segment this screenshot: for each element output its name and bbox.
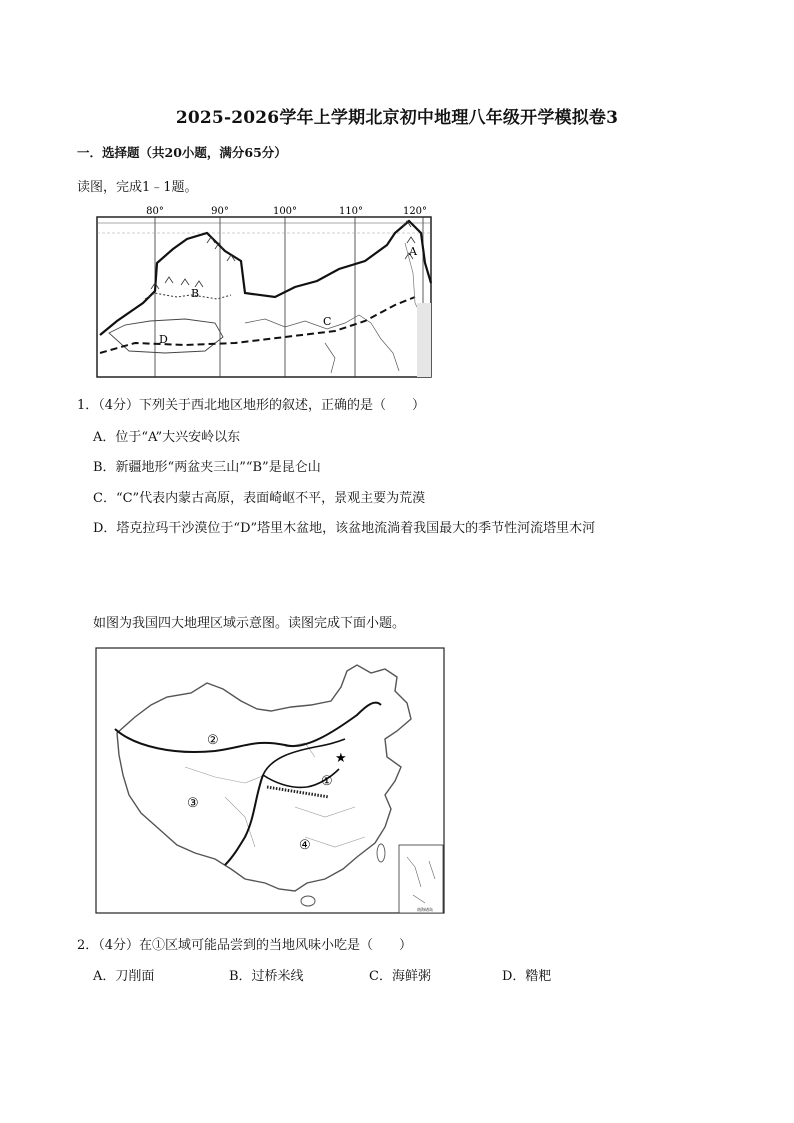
regions-map-figure — [95, 647, 445, 915]
region-label-d: D — [159, 333, 168, 346]
regions-map — [95, 647, 445, 919]
question-2-option-a[interactable]: A．刀削面 — [93, 969, 155, 984]
region-label-1: ① — [321, 774, 333, 789]
question-1-stem: 1．（4分）下列关于西北地区地形的叙述，正确的是（ ） — [77, 398, 426, 413]
document-title: 2025-2026学年上学期北京初中地理八年级开学模拟卷3 — [175, 108, 619, 128]
question-1-option-b[interactable]: B．新疆地形“两盆夹三山”“B”是昆仑山 — [93, 460, 321, 475]
question-2-option-b[interactable]: B．过桥米线 — [229, 969, 304, 984]
capital-star: ★ — [335, 751, 347, 766]
section-heading: 一．选择题（共20小题，满分65分） — [77, 145, 287, 160]
region-label-a: A — [409, 245, 417, 258]
lon-label-100: 100° — [272, 206, 298, 217]
region-label-2: ② — [207, 733, 219, 748]
map2-intro: 如图为我国四大地理区域示意图。读图完成下面小题。 — [93, 616, 406, 631]
lon-label-90: 90° — [211, 206, 229, 217]
question-1-option-d[interactable]: D．塔克拉玛干沙漠位于“D”塔里木盆地，该盆地流淌着我国最大的季节性河流塔里木河 — [93, 521, 596, 536]
lon-label-80: 80° — [146, 206, 164, 217]
region-label-3: ③ — [187, 796, 199, 811]
question-2-option-c[interactable]: C．海鲜粥 — [369, 969, 431, 984]
map1-intro: 读图，完成1﹣1题。 — [77, 180, 198, 195]
region-label-4: ④ — [299, 838, 311, 853]
northwest-map-figure — [95, 203, 435, 379]
lon-label-110: 110° — [338, 206, 364, 217]
lon-label-120: 120° — [402, 206, 428, 217]
region-label-c: C — [323, 315, 332, 328]
region-label-b: B — [191, 287, 200, 300]
inset-label: 南海诸岛 — [417, 907, 433, 912]
northwest-map — [95, 203, 435, 383]
question-1-option-a[interactable]: A．位于“A”大兴安岭以东 — [93, 430, 241, 445]
question-2-stem: 2．（4分）在①区域可能品尝到的当地风味小吃是（ ） — [77, 938, 413, 953]
question-1-option-c[interactable]: C．“C”代表内蒙古高原，表面崎岖不平，景观主要为荒漠 — [93, 491, 426, 506]
question-2-option-d[interactable]: D．糌粑 — [502, 969, 552, 984]
